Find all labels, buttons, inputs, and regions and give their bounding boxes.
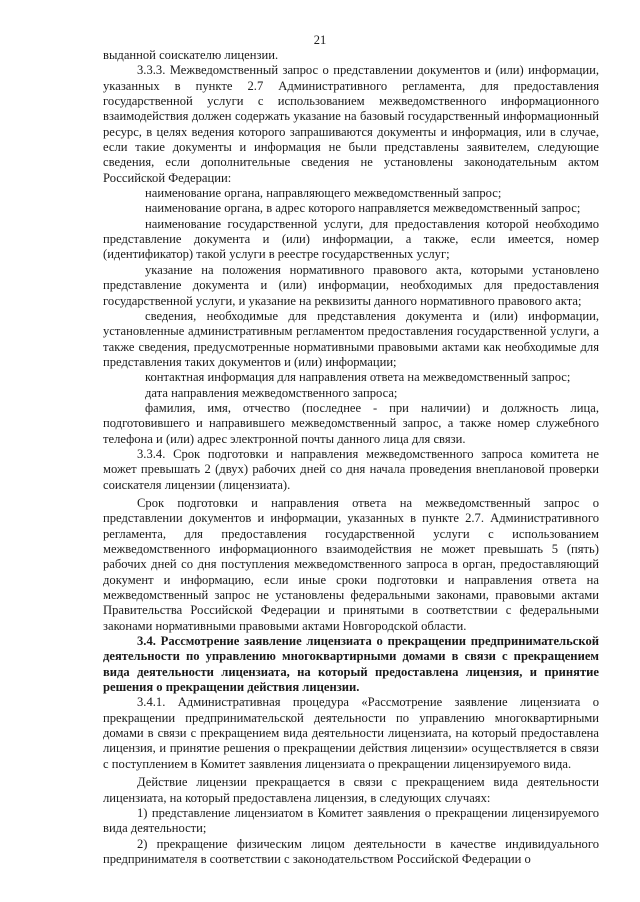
paragraph: контактная информация для направления ответа на межведомственный запрос; — [145, 370, 571, 385]
document-body — [103, 48, 599, 867]
paragraph: наименование государственной услуги, для предоставления которой необходимо представление документа и (или) информации, а также, если имеется, номер (идентификатор) такой услуги в реестре государственных услуг; — [103, 216, 599, 262]
paragraph: фамилия, имя, отчество (последнее - при наличии) и должность лица, подготовившего и направившего межведомственный запрос, а также номер служебного телефона и (или) адрес электронной почты данного лица для связи. — [103, 400, 599, 446]
list-item: 2) прекращение физическим лицом деятельности в качестве индивидуального предпринимателя в соответствии с законодательством Российской Федерации о — [103, 836, 599, 866]
paragraph: указание на положения нормативного правового акта, которыми установлено представление документа и (или) информации, необходимых для предоставления государственной услуги, и указание на реквизиты данного нормативного правового акта; — [103, 262, 599, 308]
paragraph: дата направления межведомственного запроса; — [145, 385, 398, 400]
list-item: 1) представление лицензиатом в Комитет заявления о прекращении лицензируемого вида деятельности; — [103, 805, 599, 836]
paragraph: Срок подготовки и направления ответа на межведомственный запрос о представлении документов и информации, указанных в пункте 2.7. Административного регламента, для предоставления государственной услуги с использованием межведомственного информационного взаимодействия не может превышать 5 (пять) рабочих дней со дня поступления межведомственного запроса в орган, предоставляющий документ и информацию, если иные сроки подготовки и направления ответа на межведомственный запрос не установлены федеральными законами, правовыми актами Правительства Российской Федерации и принятыми в соответствии с федеральными законами нормативными правовыми актами Новгородской области. — [103, 495, 599, 633]
paragraph: наименование органа, в адрес которого направляется межведомственный запрос; — [145, 201, 581, 216]
paragraph: выданной соискателю лицензии. — [103, 48, 279, 62]
paragraph: 3.3.4. Срок подготовки и направления межведомственного запроса комитета не может превышать 2 (двух) рабочих дней со дня начала проведения внеплановой проверки соискателя лицензии (лицензиата). — [103, 446, 599, 492]
paragraph: сведения, необходимые для представления документа и (или) информации, установленные административным регламентом предоставления государственной услуги, а также сведения, предусмотренные нормативными правовыми актами как необходимые для представления таких документов и (или) информации; — [103, 308, 599, 369]
paragraph: 3.4.1. Административная процедура «Рассмотрение заявление лицензиата о прекращении предпринимательской деятельности по управлению многоквартирными домами в связи с прекращением вида деятельности лицензиата, на который предоставлена лицензия, и принятие решения о прекращении действия лицензии» осуществляется в связи с поступлением в Комитет заявления лицензиата о прекращении лицензируемого вида. — [103, 695, 599, 771]
section-heading: 3.4. Рассмотрение заявление лицензиата о прекращении предпринимательской деятельности по управлению многоквартирными домами в связи с прекращением вида деятельности лицензиата, на который предоставлена лицензия, и принятие решения о прекращении действия лицензии. — [103, 634, 599, 695]
paragraph: наименование органа, направляющего межведомственный запрос; — [145, 186, 502, 201]
page-number: 21 — [313, 33, 327, 47]
paragraph: 3.3.3. Межведомственный запрос о представлении документов и (или) информации, указанных в пункте 2.7 Административного регламента, для предоставления государственной услуги с использованием межведомственного информационного взаимодействия должен содержать указание на базовый государственный информационный ресурс, в целях ведения которого запрашиваются документы и информация, или в случае, если такие документы и информация не были представлены заявителем, следующие сведения, если дополнительные сведения не установлены законодательным актом Российской Федерации: — [103, 63, 599, 185]
paragraph: Действие лицензии прекращается в связи с прекращением вида деятельности лицензиата, на который предоставлена лицензия, в следующих случаях: — [103, 775, 599, 805]
